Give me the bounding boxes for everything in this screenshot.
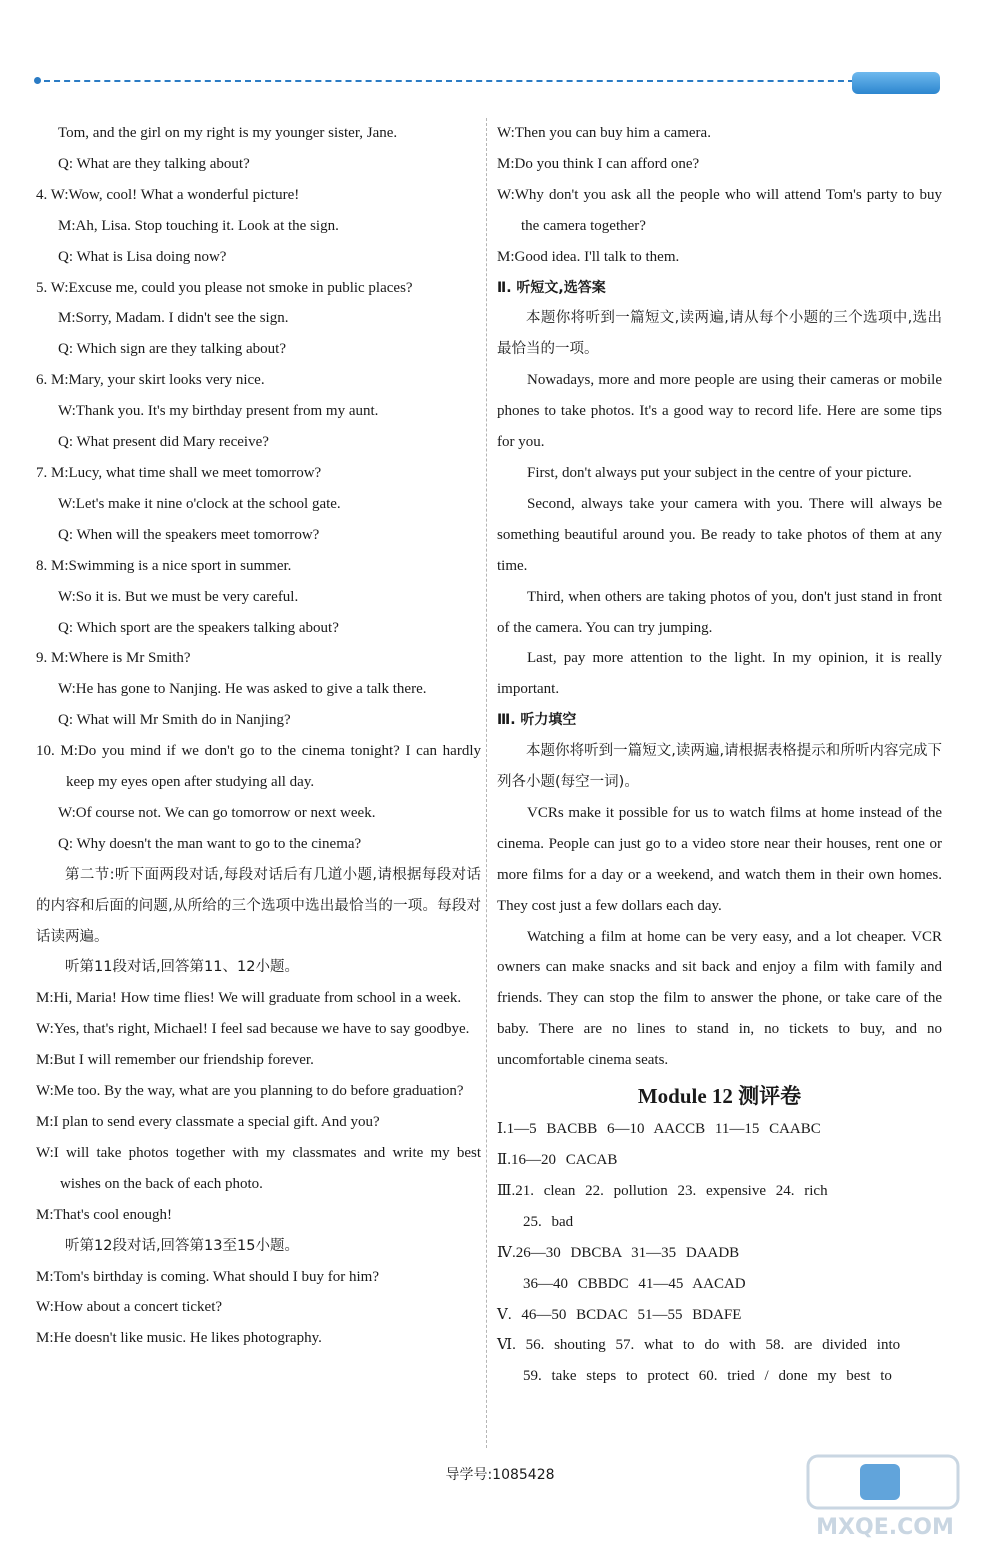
right-line: Third, when others are taking photos of you, don't just stand in front of the camera. You can try jumping. bbox=[497, 588, 942, 636]
answers-line: Ⅳ.26—30 DBCBA 31—35 DAADB bbox=[497, 1244, 740, 1261]
right-text bbox=[497, 118, 942, 1076]
left-line: W:He has gone to Nanjing. He was asked to give a talk there. bbox=[58, 681, 427, 698]
left-line: 7. M:Lucy, what time shall we meet tomorrow? bbox=[36, 464, 322, 481]
left-line: Q: Which sport are the speakers talking about? bbox=[58, 619, 339, 636]
answers-line: Ⅱ.16—20 CACAB bbox=[497, 1152, 618, 1168]
right-line: W:Then you can buy him a camera. bbox=[497, 125, 711, 141]
right-line: First, don't always put your subject in the centre of your picture. bbox=[527, 464, 912, 481]
left-line: 9. M:Where is Mr Smith? bbox=[36, 650, 191, 667]
left-column bbox=[36, 118, 481, 1354]
answers-line: 36—40 CBBDC 41—45 AACAD bbox=[523, 1275, 746, 1292]
right-column bbox=[497, 118, 942, 1392]
left-line: Tom, and the girl on my right is my younger sister, Jane. bbox=[58, 125, 398, 141]
right-line: 本题你将听到一篇短文,读两遍,请根据表格提示和所听内容完成下列各小题(每空一词)。 bbox=[497, 743, 942, 791]
right-line: M:Good idea. I'll talk to them. bbox=[497, 248, 680, 265]
left-line: W:Me too. By the way, what are you planning to do before graduation? bbox=[36, 1083, 464, 1100]
right-line: Nowadays, more and more people are using their cameras or mobile phones to take photos. It's a good way to record life. Here are some tips for you. bbox=[497, 372, 942, 451]
left-line: M:But I will remember our friendship forever. bbox=[36, 1052, 314, 1069]
answers-line: 25. bad bbox=[523, 1213, 574, 1230]
header-rule bbox=[34, 76, 854, 86]
left-line: Q: Why doesn't the man want to go to the cinema? bbox=[58, 835, 362, 852]
left-line: M:Tom's birthday is coming. What should I buy for him? bbox=[36, 1268, 380, 1285]
answers-line: Ⅲ.21. clean 22. pollution 23. expensive 24. rich bbox=[497, 1182, 828, 1199]
left-line: M:I plan to send every classmate a special gift. And you? bbox=[36, 1114, 380, 1130]
left-line: Q: What is Lisa doing now? bbox=[58, 248, 227, 265]
answer-key bbox=[497, 1114, 942, 1392]
left-line: 10. M:Do you mind if we don't go to the cinema tonight? I can hardly keep my eyes open after studying all day. bbox=[36, 743, 481, 791]
left-line: W:Yes, that's right, Michael! I feel sad because we have to say goodbye. bbox=[36, 1021, 470, 1038]
left-line: M:That's cool enough! bbox=[36, 1206, 173, 1223]
right-line: VCRs make it possible for us to watch films at home instead of the cinema. People can just go to a video store near their houses, rent one or more films for a day or a weekend, and watch them in their own homes. They cost just a few dollars each day. bbox=[497, 804, 942, 914]
left-line: Q: What are they talking about? bbox=[58, 155, 250, 172]
answers-line: Ⅵ. 56. shouting 57. what to do with 58. are divided into bbox=[497, 1337, 901, 1354]
right-line: Watching a film at home can be very easy, and a lot cheaper. VCR owners can make snacks and sit back and enjoy a film with family and friends. They can stop the film to answer the phone, or take care of the baby. There are no lines to stand in, no tickets to buy, and no uncomfortable cinema seats. bbox=[497, 928, 942, 1069]
left-line: W:Thank you. It's my birthday present from my aunt. bbox=[58, 403, 379, 420]
answers-line: Ⅴ. 46—50 BCDAC 51—55 BDAFE bbox=[497, 1306, 742, 1323]
header-dot bbox=[34, 77, 41, 84]
left-line: Q: When will the speakers meet tomorrow? bbox=[58, 526, 320, 543]
right-line: Ⅲ. 听力填空 bbox=[497, 712, 577, 729]
left-line: Q: What will Mr Smith do in Nanjing? bbox=[58, 712, 291, 729]
right-line: 本题你将听到一篇短文,读两遍,请从每个小题的三个选项中,选出最恰当的一项。 bbox=[497, 310, 942, 358]
left-line: 5. W:Excuse me, could you please not smoke in public places? bbox=[36, 279, 413, 296]
left-line: 6. M:Mary, your skirt looks very nice. bbox=[36, 372, 265, 389]
page-footer: 导学号:1085428 bbox=[445, 1467, 555, 1483]
left-line: W:Let's make it nine o'clock at the school gate. bbox=[58, 495, 341, 512]
module-title: Module 12 测评卷 bbox=[637, 1084, 802, 1109]
right-line: M:Do you think I can afford one? bbox=[497, 155, 700, 172]
right-line: Ⅱ. 听短文,选答案 bbox=[497, 279, 606, 296]
left-line: W:So it is. But we must be very careful. bbox=[58, 588, 299, 605]
left-line: 8. M:Swimming is a nice sport in summer. bbox=[36, 557, 292, 574]
left-line: 4. W:Wow, cool! What a wonderful picture! bbox=[36, 186, 300, 203]
left-line: W:I will take photos together with my classmates and write my best wishes on the back of each photo. bbox=[36, 1144, 481, 1192]
left-line: W:Of course not. We can go tomorrow or next week. bbox=[58, 804, 376, 821]
header-dashed-line bbox=[44, 80, 854, 82]
left-line: M:He doesn't like music. He likes photography. bbox=[36, 1330, 322, 1347]
answers-line: Ⅰ.1—5 BACBB 6—10 AACCB 11—15 CAABC bbox=[497, 1121, 821, 1138]
answers-line: 59. take steps to protect 60. tried / done my best to bbox=[523, 1368, 892, 1385]
left-line: W:How about a concert ticket? bbox=[36, 1299, 223, 1316]
header-tab bbox=[852, 72, 940, 94]
left-line: 听第12段对话,回答第13至15小题。 bbox=[65, 1237, 299, 1254]
left-line: Q: Which sign are they talking about? bbox=[58, 341, 286, 358]
left-line: M:Sorry, Madam. I didn't see the sign. bbox=[58, 310, 289, 327]
right-line: Second, always take your camera with you. There will always be something beautiful around you. Be ready to take photos of them at any time. bbox=[497, 495, 942, 574]
watermark-text: MXQE.COM bbox=[816, 1515, 954, 1540]
left-line: M:Hi, Maria! How time flies! We will graduate from school in a week. bbox=[36, 990, 462, 1007]
left-line: 第二节:听下面两段对话,每段对话后有几道小题,请根据每段对话的内容和后面的问题,从所给的三个选项中选出最恰当的一项。每段对话读两遍。 bbox=[36, 866, 481, 945]
right-line: Last, pay more attention to the light. In my opinion, it is really important. bbox=[497, 650, 942, 698]
left-line: 听第11段对话,回答第11、12小题。 bbox=[65, 959, 299, 976]
right-line: W:Why don't you ask all the people who will attend Tom's party to buy the camera together? bbox=[497, 186, 942, 234]
left-line: M:Ah, Lisa. Stop touching it. Look at the sign. bbox=[58, 217, 339, 234]
left-line: Q: What present did Mary receive? bbox=[58, 434, 269, 451]
column-divider bbox=[486, 118, 487, 1448]
watermark-logo bbox=[790, 1452, 980, 1542]
